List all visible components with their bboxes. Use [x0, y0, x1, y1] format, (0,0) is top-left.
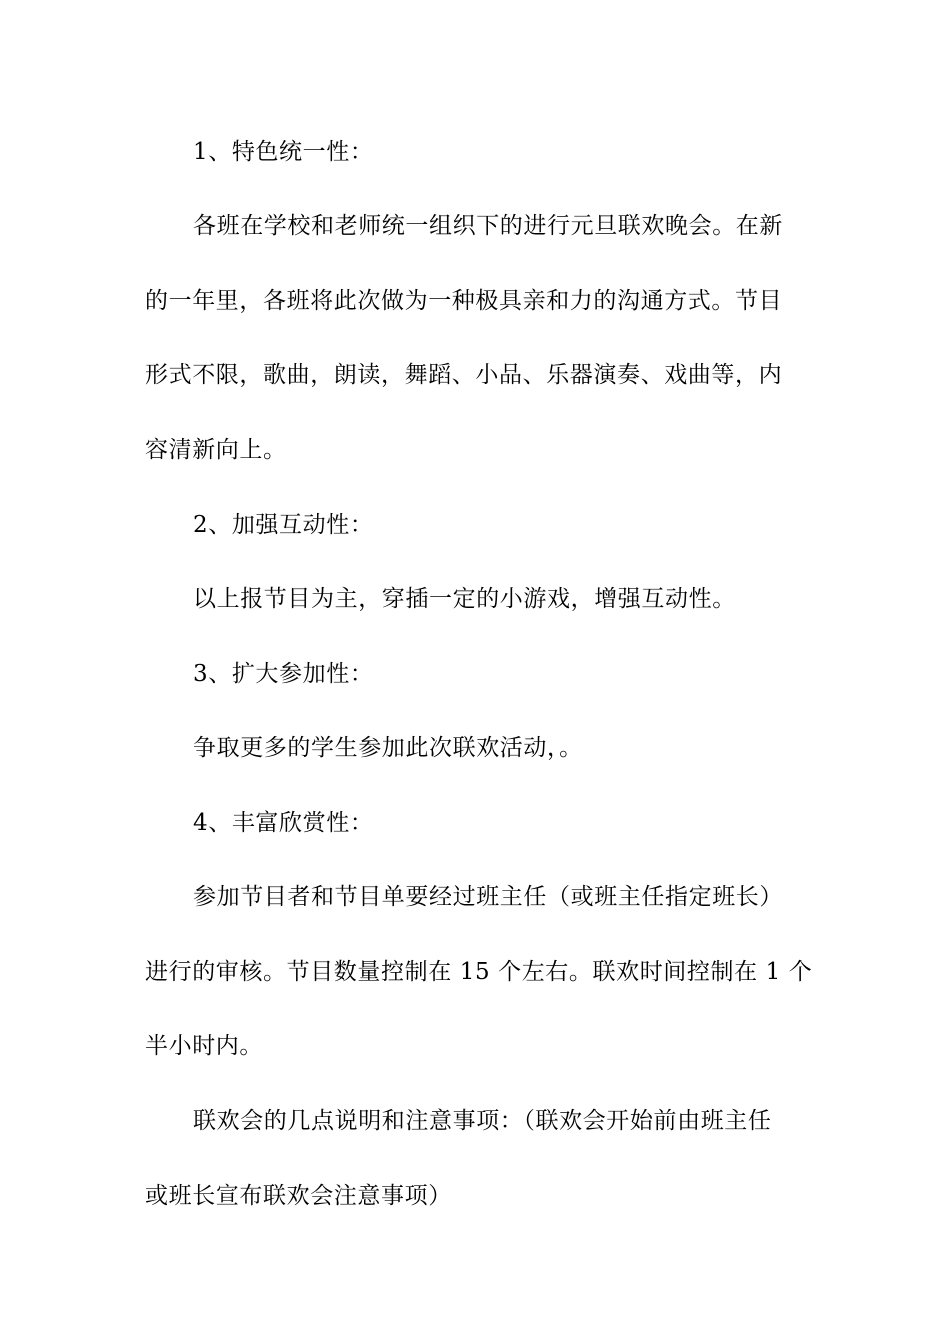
heading-appreciation: 4、丰富欣赏性：: [193, 810, 374, 836]
paragraph-line: 形式不限，歌曲，朗读，舞蹈、小品、乐器演奏、戏曲等，内: [145, 362, 783, 388]
paragraph-line: 或班长宣布联欢会注意事项）: [145, 1183, 452, 1209]
paragraph-line: 容清新向上。: [145, 437, 287, 463]
paragraph-line: 以上报节目为主，穿插一定的小游戏，增强互动性。: [193, 586, 736, 612]
heading-feature-unity: 1、特色统一性：: [193, 139, 374, 165]
paragraph-line: 联欢会的几点说明和注意事项：（联欢会开始前由班主任: [193, 1108, 772, 1134]
paragraph-line: 争取更多的学生参加此次联欢活动，。: [193, 735, 583, 761]
paragraph-line: 进行的审核。节目数量控制在 15 个左右。联欢时间控制在 1 个: [145, 959, 813, 985]
paragraph-line: 各班在学校和老师统一组织下的进行元旦联欢晚会。在新: [193, 213, 783, 239]
paragraph-line: 的一年里，各班将此次做为一种极具亲和力的沟通方式。节目: [145, 288, 783, 314]
heading-participation: 3、扩大参加性：: [193, 661, 374, 687]
heading-interaction: 2、加强互动性：: [193, 512, 374, 538]
paragraph-line: 半小时内。: [145, 1033, 263, 1059]
paragraph-line: 参加节目者和节目单要经过班主任（或班主任指定班长）: [193, 884, 783, 910]
